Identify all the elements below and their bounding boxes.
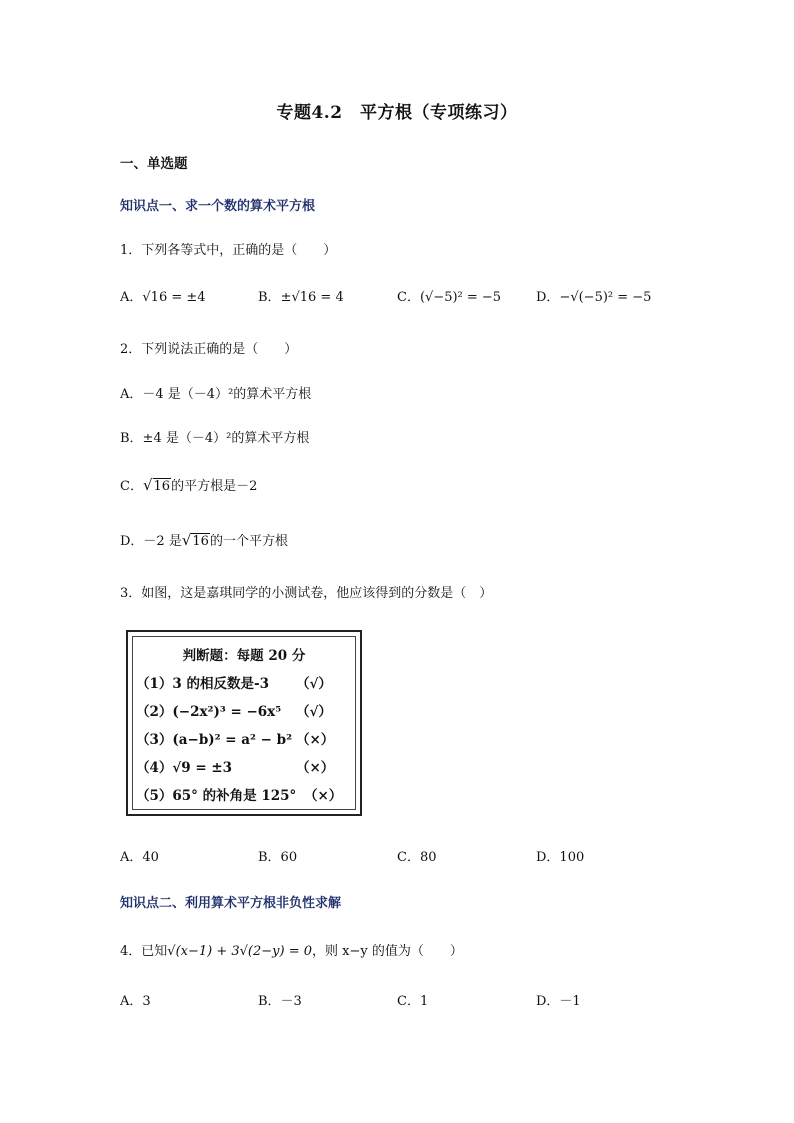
- quiz-title: 判断题：每题 20 分: [182, 648, 306, 664]
- option-label: D．－2 是: [120, 534, 182, 549]
- question-2-option-c: [120, 475, 257, 494]
- question-4-option-b: B．－3: [258, 994, 302, 1009]
- quiz-mark-3: （×）: [296, 732, 335, 748]
- page-title: 专题4.2 平方根（专项练习）: [276, 103, 518, 123]
- option-math: −√(−5)² = −5: [559, 290, 652, 305]
- radicand: 16: [192, 534, 209, 549]
- question-3-option-c: C．80: [397, 850, 437, 865]
- quiz-mark-1: （√）: [296, 676, 332, 692]
- question-3-option-b: B．60: [258, 850, 298, 865]
- option-math: ±√16 = 4: [280, 290, 344, 305]
- option-label: C．: [397, 290, 420, 305]
- option-text: 的平方根是－2: [171, 479, 258, 494]
- quiz-mark-4: （×）: [296, 760, 335, 776]
- radicand: 16: [153, 479, 171, 494]
- knowledge-point-1: 知识点一、求一个数的算术平方根: [120, 199, 316, 214]
- question-2-option-b: B．±4 是（－4）²的算术平方根: [120, 431, 310, 446]
- question-1-option-a: [120, 286, 206, 305]
- section-heading: 一、单选题: [120, 156, 188, 172]
- question-4-option-a: A．3: [120, 994, 151, 1009]
- question-1-option-d: [536, 286, 651, 305]
- option-text: 的一个平方根: [209, 534, 288, 549]
- question-2-option-d: [120, 530, 288, 549]
- option-math: √16 = ±4: [142, 290, 206, 305]
- quiz-mark-2: （√）: [296, 704, 332, 720]
- question-2-option-a: A．－4 是（－4）²的算术平方根: [120, 387, 312, 402]
- radical-sign: √: [142, 476, 153, 494]
- option-label: D．: [536, 290, 560, 305]
- question-1-stem: 1．下列各等式中，正确的是（ ）: [120, 243, 337, 258]
- option-label: B．: [258, 290, 281, 305]
- quiz-item-5: （5）65° 的补角是 125°: [136, 788, 297, 804]
- option-math: (√−5)² = −5: [419, 290, 502, 305]
- quiz-item-2: （2）(−2x²)³ = −6x⁵: [136, 704, 282, 720]
- question-3-stem: 3．如图，这是嘉琪同学的小测试卷，他应该得到的分数是（ ）: [120, 586, 493, 601]
- question-4-option-d: D．－1: [536, 994, 581, 1009]
- question-3-option-d: D．100: [536, 850, 585, 865]
- stem-math: √(x−1) + 3√(2−y) = 0: [167, 944, 312, 959]
- option-label: A．: [120, 290, 143, 305]
- question-1-option-c: [397, 286, 501, 305]
- quiz-item-4: （4）√9 = ±3: [136, 760, 233, 776]
- question-4-option-c: C．1: [397, 994, 429, 1009]
- radical-sign: √: [181, 531, 192, 549]
- stem-prefix: 4．已知: [120, 944, 168, 959]
- quiz-mark-5: （×）: [304, 788, 343, 804]
- knowledge-point-2: 知识点二、利用算术平方根非负性求解: [120, 896, 342, 911]
- stem-suffix: ，则 x−y 的值为（ ）: [312, 944, 463, 959]
- option-label: C．: [120, 479, 143, 494]
- quiz-image: [126, 630, 362, 816]
- question-1-option-b: [258, 286, 344, 305]
- quiz-item-1: （1）3 的相反数是-3: [136, 676, 269, 692]
- question-3-option-a: A．40: [120, 850, 159, 865]
- question-4-stem: [120, 940, 463, 959]
- question-2-stem: 2．下列说法正确的是（ ）: [120, 342, 298, 357]
- quiz-item-3: （3）(a−b)² = a² − b²: [136, 732, 293, 748]
